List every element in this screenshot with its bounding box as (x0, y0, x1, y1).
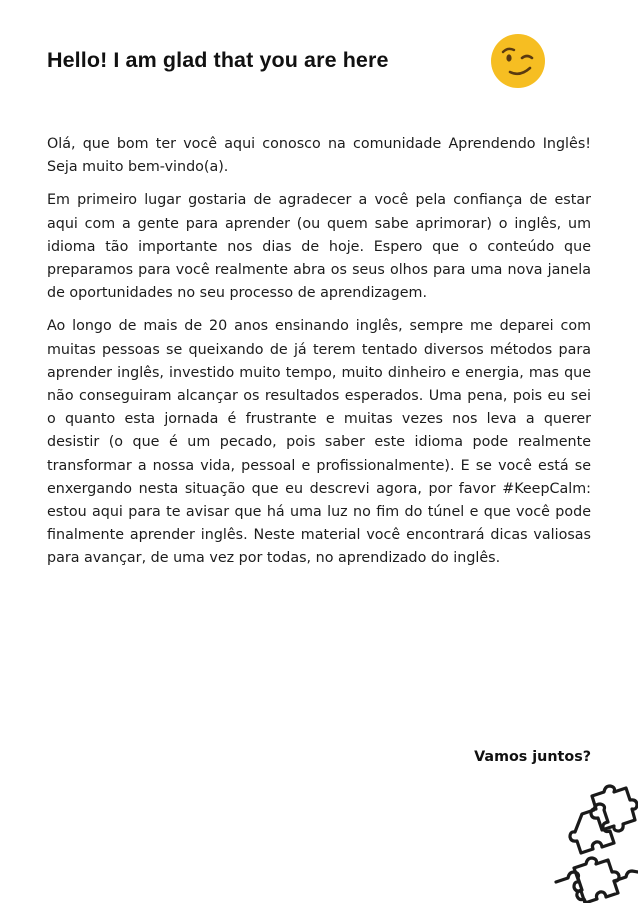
winking-face-icon (490, 33, 546, 89)
body-text (47, 133, 591, 581)
paragraph-experience: Ao longo de mais de 20 anos ensinando inglês, sempre me deparei com muitas pessoas se queixando de já terem tentado diversos métodos para aprender inglês, investido muito tempo, muito dinheiro e energia, mas que não conseguiram alcançar os resultados esperados. Uma pena, pois eu sei o quanto esta jornada é frustrante e muitas vezes nos leva a querer desistir (o que é um pecado, pois saber este idioma pode realmente transformar a nossa vida, pessoal e profissionalmente). E se você está se enxergando nesta situação que eu descrevi agora, por favor #KeepCalm: estou aqui para te avisar que há uma luz no fim do túnel e que você pode finalmente aprender inglês. Neste material você encontrará dicas valiosas para avançar, de uma vez por todas, no aprendizado do inglês. (47, 318, 591, 567)
paragraph-intro: Olá, que bom ter você aqui conosco na comunidade Aprendendo Inglês! Seja muito bem-vindo(a). (47, 136, 591, 176)
signoff-text: Vamos juntos? (474, 749, 591, 765)
paragraph-gratitude: Em primeiro lugar gostaria de agradecer a você pela confiança de estar aqui com a gente para aprender (ou quem sabe aprimorar) o inglês, um idioma tão importante nos dias de hoje. Espero que o conteúdo que preparamos para você realmente abra os seus olhos para uma nova janela de oportunidades no seu processo de aprendizagem. (47, 192, 591, 302)
page-title: Hello! I am glad that you are here (47, 48, 389, 72)
puzzle-pieces-icon (552, 782, 638, 903)
